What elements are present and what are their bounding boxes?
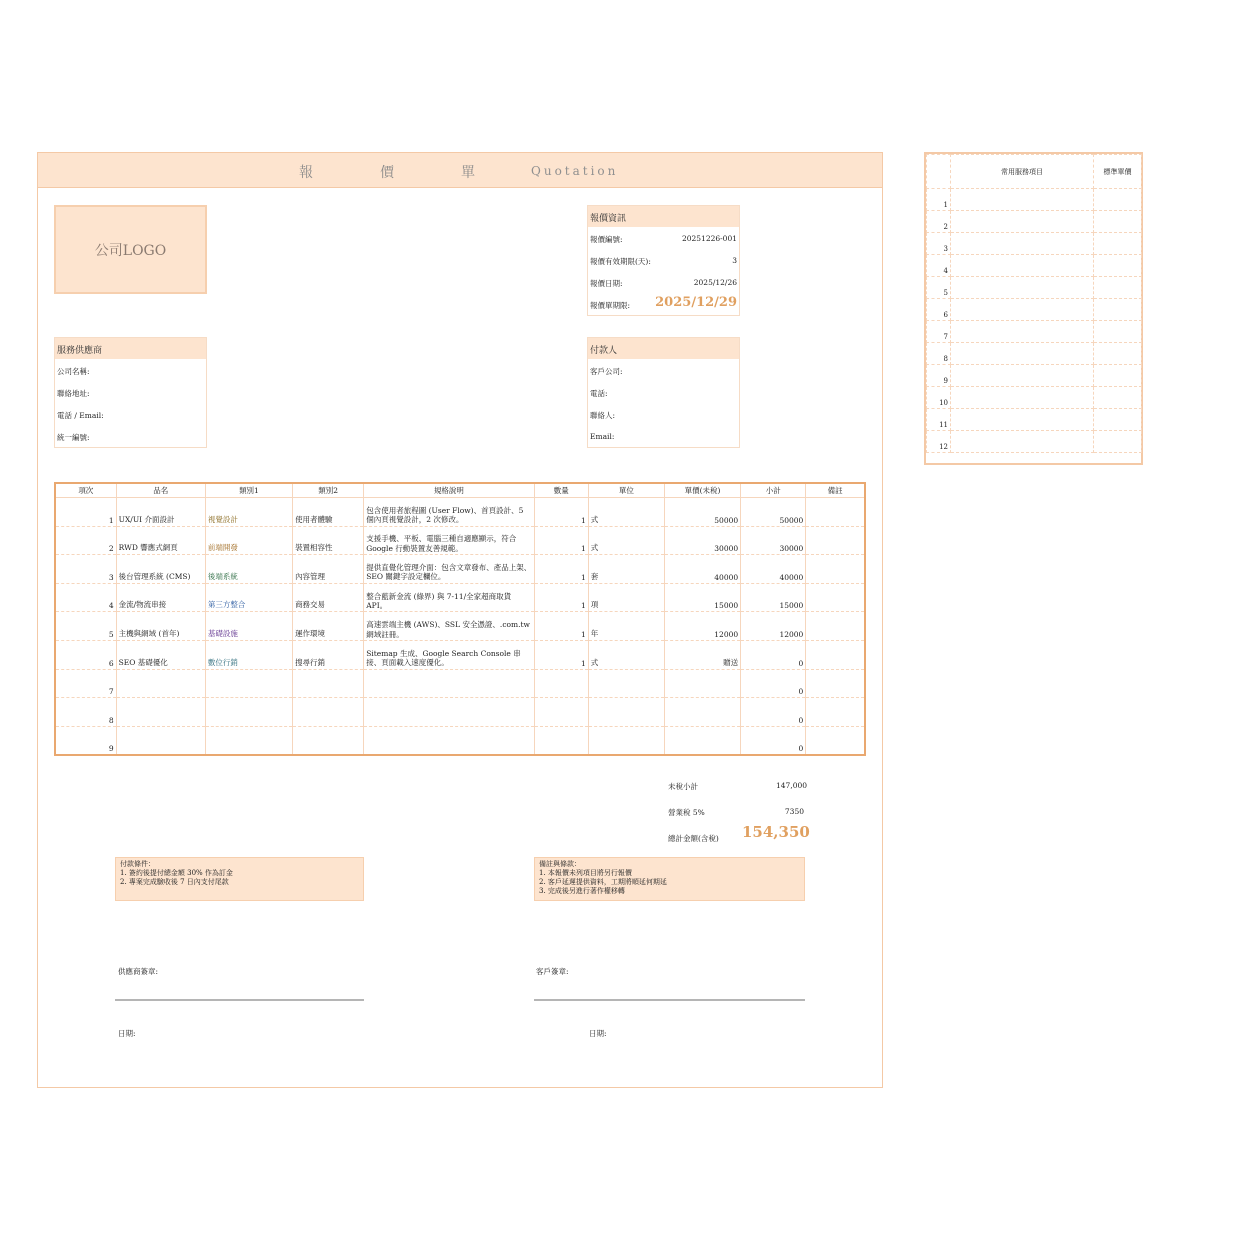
item-name[interactable]	[116, 669, 205, 698]
service-name-cell[interactable]	[951, 321, 1094, 343]
title-char-1: 報	[299, 165, 313, 181]
item-category-1[interactable]: 後端系統	[205, 555, 292, 584]
service-price-cell[interactable]	[1094, 365, 1142, 387]
service-price-cell[interactable]	[1094, 211, 1142, 233]
item-remark[interactable]	[806, 640, 865, 669]
col-header: 品名	[116, 483, 205, 498]
item-category-2[interactable]: 搜尋行銷	[293, 640, 364, 669]
grand-total-value: 154,350	[742, 823, 810, 841]
item-remark[interactable]	[806, 698, 865, 727]
service-name-cell[interactable]	[951, 365, 1094, 387]
list-item	[927, 343, 1142, 365]
provider-date-label: 日期:	[118, 1029, 136, 1038]
item-spec[interactable]: Sitemap 生成、Google Search Console 串接、頁面載入速度優化。	[364, 640, 534, 669]
item-remark[interactable]	[806, 612, 865, 641]
item-category-2[interactable]	[293, 726, 364, 755]
item-unit-price[interactable]	[664, 669, 740, 698]
service-price-cell[interactable]	[1094, 387, 1142, 409]
side-col-header: 標準單價	[1094, 155, 1142, 189]
item-unit-price[interactable]: 50000	[664, 498, 740, 527]
title-english: Quotation	[531, 164, 619, 178]
item-quantity[interactable]: 1	[534, 498, 588, 527]
item-unit[interactable]: 式	[588, 498, 664, 527]
service-price-cell[interactable]	[1094, 409, 1142, 431]
item-name[interactable]: SEO 基礎優化	[116, 640, 205, 669]
item-category-2[interactable]	[293, 669, 364, 698]
table-row	[55, 640, 865, 669]
items-header-row	[55, 483, 865, 498]
table-row	[55, 669, 865, 698]
item-quantity[interactable]: 1	[534, 612, 588, 641]
item-category-2[interactable]: 裝置相容性	[293, 526, 364, 555]
item-unit[interactable]	[588, 669, 664, 698]
payer-company-field[interactable]: 客戶公司:	[590, 367, 623, 376]
item-subtotal[interactable]: 15000	[741, 583, 806, 612]
list-item	[927, 299, 1142, 321]
service-name-cell[interactable]	[951, 387, 1094, 409]
item-quantity[interactable]: 1	[534, 583, 588, 612]
item-quantity[interactable]	[534, 726, 588, 755]
item-remark[interactable]	[806, 498, 865, 527]
item-category-1[interactable]: 第三方整合	[205, 583, 292, 612]
payment-terms-box[interactable]: 付款條件： 1. 簽約後提付總金額 30% 作為訂金 2. 專案完成驗收後 7 日內支付尾款	[115, 857, 364, 901]
service-name-cell[interactable]	[951, 409, 1094, 431]
col-header: 類別2	[293, 483, 364, 498]
item-spec[interactable]: 整合藍新金流 (綠界) 與 7-11/全家超商取貨 API。	[364, 583, 534, 612]
col-header: 規格說明	[364, 483, 534, 498]
list-item	[927, 387, 1142, 409]
item-remark[interactable]	[806, 583, 865, 612]
items-table	[54, 482, 866, 756]
quote-info-header: 報價資訊	[588, 206, 739, 227]
item-category-1[interactable]: 視覺設計	[205, 498, 292, 527]
item-subtotal[interactable]: 0	[741, 669, 806, 698]
item-number[interactable]: 9	[55, 726, 116, 755]
item-name[interactable]: 主機與網域 (首年)	[116, 612, 205, 641]
client-date-label: 日期:	[589, 1029, 607, 1038]
item-quantity[interactable]	[534, 669, 588, 698]
item-name[interactable]: UX/UI 介面設計	[116, 498, 205, 527]
list-item	[927, 409, 1142, 431]
table-row	[55, 498, 865, 527]
service-row-number: 10	[927, 387, 951, 409]
item-subtotal[interactable]: 40000	[741, 555, 806, 584]
quotation-sheet	[37, 152, 883, 1088]
payer-phone-field[interactable]: 電話:	[590, 389, 608, 398]
item-unit[interactable]: 式	[588, 526, 664, 555]
quote-validity-row: 報價有效期限(天): 3	[590, 256, 737, 266]
service-price-cell[interactable]	[1094, 431, 1142, 453]
provider-panel	[54, 337, 207, 448]
item-category-2[interactable]: 內容管理	[293, 555, 364, 584]
service-row-number: 3	[927, 233, 951, 255]
item-unit[interactable]: 套	[588, 555, 664, 584]
service-row-number: 5	[927, 277, 951, 299]
item-name[interactable]: RWD 響應式網頁	[116, 526, 205, 555]
payer-panel	[587, 337, 740, 448]
item-unit-price[interactable]: 40000	[664, 555, 740, 584]
title-char-3: 單	[461, 165, 475, 181]
col-header: 小計	[741, 483, 806, 498]
item-category-1[interactable]	[205, 669, 292, 698]
provider-contact-field[interactable]: 電話 / Email:	[57, 411, 104, 420]
col-header: 單位	[588, 483, 664, 498]
item-quantity[interactable]: 1	[534, 640, 588, 669]
item-unit-price[interactable]: 贈送	[664, 640, 740, 669]
list-item	[927, 189, 1142, 211]
remarks-box[interactable]: 備註與條款： 1. 本報價未列項目將另行報價 2. 客戶延遲提供資料，工期將順延何期延 3. 完成後另進行著作權移轉	[534, 857, 805, 901]
item-quantity[interactable]	[534, 698, 588, 727]
tax-row: 營業稅 5% 7350	[668, 807, 804, 817]
item-number[interactable]: 3	[55, 555, 116, 584]
table-row	[55, 583, 865, 612]
item-subtotal[interactable]: 50000	[741, 498, 806, 527]
provider-header: 服務供應商	[55, 338, 206, 359]
item-name[interactable]	[116, 726, 205, 755]
title-char-2: 價	[380, 165, 394, 181]
list-item	[927, 255, 1142, 277]
list-item	[927, 431, 1142, 453]
table-row	[55, 726, 865, 755]
item-subtotal[interactable]: 12000	[741, 612, 806, 641]
quote-deadline-row: 報價單期限: 2025/12/29	[590, 295, 737, 310]
service-row-number: 12	[927, 431, 951, 453]
item-spec[interactable]: 高速雲端主機 (AWS)、SSL 安全憑證、.com.tw 網域註冊。	[364, 612, 534, 641]
client-signature-line[interactable]	[534, 999, 805, 1001]
quote-number-value[interactable]: 20251226-001	[681, 234, 737, 243]
item-remark[interactable]	[806, 526, 865, 555]
item-unit-price[interactable]	[664, 698, 740, 727]
quote-number-row: 報價編號: 20251226-001	[590, 234, 737, 244]
table-row	[55, 698, 865, 727]
client-signature-label: 客戶簽章:	[536, 967, 569, 976]
item-subtotal[interactable]: 0	[741, 726, 806, 755]
service-name-cell[interactable]	[951, 431, 1094, 453]
item-number[interactable]: 7	[55, 669, 116, 698]
item-number[interactable]: 6	[55, 640, 116, 669]
provider-signature-label: 供應商簽章:	[118, 967, 159, 976]
item-number[interactable]: 1	[55, 498, 116, 527]
service-price-cell[interactable]	[1094, 321, 1142, 343]
item-spec[interactable]: 提供直覺化管理介面：包含文章發布、產品上架、SEO 關鍵字設定欄位。	[364, 555, 534, 584]
item-spec[interactable]: 支援手機、平板、電腦三種自適應顯示，符合 Google 行動裝置友善規範。	[364, 526, 534, 555]
provider-tax-id-field[interactable]: 統一編號:	[57, 433, 90, 442]
quote-info-panel	[587, 205, 740, 316]
item-spec[interactable]	[364, 669, 534, 698]
item-category-1[interactable]	[205, 698, 292, 727]
item-spec[interactable]	[364, 698, 534, 727]
item-number[interactable]: 4	[55, 583, 116, 612]
service-price-cell[interactable]	[1094, 299, 1142, 321]
service-row-number: 7	[927, 321, 951, 343]
item-subtotal[interactable]: 0	[741, 698, 806, 727]
table-row	[55, 612, 865, 641]
service-row-number: 11	[927, 409, 951, 431]
item-category-1[interactable]: 基礎設施	[205, 612, 292, 641]
list-item	[927, 233, 1142, 255]
item-subtotal[interactable]: 30000	[741, 526, 806, 555]
item-category-1[interactable]: 前端開發	[205, 526, 292, 555]
grand-total-row: 總計金額(含稅) 154,350	[668, 823, 810, 843]
item-remark[interactable]	[806, 726, 865, 755]
item-category-1[interactable]	[205, 726, 292, 755]
item-name[interactable]: 金流/物流串接	[116, 583, 205, 612]
list-item	[927, 211, 1142, 233]
company-logo-placeholder[interactable]: 公司LOGO	[54, 205, 207, 294]
service-name-cell[interactable]	[951, 343, 1094, 365]
service-price-cell[interactable]	[1094, 189, 1142, 211]
item-unit-price[interactable]: 30000	[664, 526, 740, 555]
item-category-2[interactable]: 運作環境	[293, 612, 364, 641]
common-services-panel	[924, 152, 1143, 465]
col-header: 類別1	[205, 483, 292, 498]
side-col-header	[927, 155, 951, 189]
item-number[interactable]: 8	[55, 698, 116, 727]
table-row	[55, 526, 865, 555]
untaxed-subtotal-row: 未稅小計 147,000	[668, 781, 808, 791]
item-spec[interactable]: 包含使用者旅程圖 (User Flow)、首頁設計、5 個內頁視覺設計，2 次修改。	[364, 498, 534, 527]
item-unit[interactable]: 項	[588, 583, 664, 612]
service-row-number: 2	[927, 211, 951, 233]
service-price-cell[interactable]	[1094, 233, 1142, 255]
quote-deadline-value: 2025/12/29	[655, 295, 737, 310]
payer-email-field[interactable]: Email:	[590, 432, 615, 441]
title-bar	[38, 153, 882, 188]
item-unit[interactable]: 年	[588, 612, 664, 641]
service-name-cell[interactable]	[951, 299, 1094, 321]
item-quantity[interactable]: 1	[534, 526, 588, 555]
service-row-number: 8	[927, 343, 951, 365]
quote-date-value[interactable]: 2025/12/26	[693, 278, 737, 287]
item-unit-price[interactable]: 12000	[664, 612, 740, 641]
service-price-cell[interactable]	[1094, 343, 1142, 365]
service-row-number: 9	[927, 365, 951, 387]
item-category-2[interactable]	[293, 698, 364, 727]
service-name-cell[interactable]	[951, 211, 1094, 233]
item-category-1[interactable]: 數位行銷	[205, 640, 292, 669]
service-name-cell[interactable]	[951, 255, 1094, 277]
item-number[interactable]: 2	[55, 526, 116, 555]
item-remark[interactable]	[806, 555, 865, 584]
payer-contact-field[interactable]: 聯絡人:	[590, 411, 616, 420]
service-row-number: 6	[927, 299, 951, 321]
service-name-cell[interactable]	[951, 189, 1094, 211]
col-header: 項次	[55, 483, 116, 498]
provider-company-field[interactable]: 公司名稱:	[57, 367, 90, 376]
service-price-cell[interactable]	[1094, 255, 1142, 277]
provider-signature-line[interactable]	[115, 999, 364, 1001]
item-category-2[interactable]: 商務交易	[293, 583, 364, 612]
item-unit[interactable]	[588, 726, 664, 755]
col-header: 單價(未稅)	[664, 483, 740, 498]
service-name-cell[interactable]	[951, 233, 1094, 255]
item-remark[interactable]	[806, 669, 865, 698]
item-unit-price[interactable]	[664, 726, 740, 755]
item-name[interactable]	[116, 698, 205, 727]
list-item	[927, 365, 1142, 387]
item-unit[interactable]: 式	[588, 640, 664, 669]
provider-address-field[interactable]: 聯絡地址:	[57, 389, 90, 398]
item-quantity[interactable]: 1	[534, 555, 588, 584]
table-row	[55, 555, 865, 584]
item-unit-price[interactable]: 15000	[664, 583, 740, 612]
list-item	[927, 277, 1142, 299]
common-services-table	[926, 154, 1142, 453]
quote-date-row: 報價日期: 2025/12/26	[590, 278, 737, 288]
list-item	[927, 321, 1142, 343]
item-unit[interactable]	[588, 698, 664, 727]
item-name[interactable]: 後台管理系統 (CMS)	[116, 555, 205, 584]
untaxed-subtotal-value: 147,000	[776, 781, 808, 790]
service-row-number: 4	[927, 255, 951, 277]
item-number[interactable]: 5	[55, 612, 116, 641]
col-header: 數量	[534, 483, 588, 498]
item-category-2[interactable]: 使用者體驗	[293, 498, 364, 527]
side-col-header: 常用服務項目	[951, 155, 1094, 189]
tax-value: 7350	[784, 807, 804, 816]
item-subtotal[interactable]: 0	[741, 640, 806, 669]
item-spec[interactable]	[364, 726, 534, 755]
service-price-cell[interactable]	[1094, 277, 1142, 299]
quote-validity-value[interactable]: 3	[732, 256, 737, 265]
service-row-number: 1	[927, 189, 951, 211]
col-header: 備註	[806, 483, 865, 498]
payer-header: 付款人	[588, 338, 739, 359]
service-name-cell[interactable]	[951, 277, 1094, 299]
